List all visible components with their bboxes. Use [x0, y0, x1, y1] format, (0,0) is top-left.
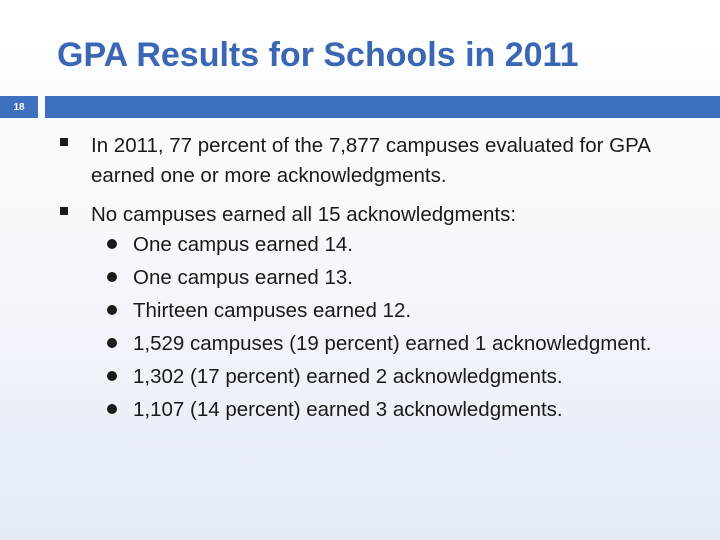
sub-bullet-text: 1,107 (14 percent) earned 3 acknowledgments. — [133, 398, 563, 421]
square-bullet-icon — [60, 138, 68, 146]
sub-bullet-item — [91, 362, 706, 391]
sub-bullet-text: One campus earned 14. — [133, 233, 353, 256]
header-bar — [45, 96, 720, 118]
round-bullet-icon — [107, 338, 117, 348]
sub-bullet-item — [91, 263, 706, 292]
sub-bullet-text: 1,529 campuses (19 percent) earned 1 acknowledgment. — [133, 332, 652, 355]
bullet-text: In 2011, 77 percent of the 7,877 campuses evaluated for GPA earned one or more acknowledgments. — [91, 134, 650, 187]
slide-title: GPA Results for Schools in 2011 — [57, 36, 579, 74]
sub-bullet-item — [91, 296, 706, 325]
sub-bullet-item — [91, 230, 706, 259]
sub-bullet-text: One campus earned 13. — [133, 266, 353, 289]
square-bullet-icon — [60, 207, 68, 215]
slide-content — [86, 131, 706, 433]
slide-number: 18 — [0, 96, 38, 118]
sub-bullet-list — [91, 230, 706, 424]
sub-bullet-text: 1,302 (17 percent) earned 2 acknowledgments. — [133, 365, 563, 388]
bullet-text: No campuses earned all 15 acknowledgments: — [91, 203, 517, 226]
round-bullet-icon — [107, 239, 117, 249]
bullet-item — [86, 200, 706, 424]
sub-bullet-item — [91, 329, 706, 358]
round-bullet-icon — [107, 305, 117, 315]
round-bullet-icon — [107, 272, 117, 282]
round-bullet-icon — [107, 404, 117, 414]
bullet-item — [86, 131, 706, 191]
sub-bullet-item — [91, 395, 706, 424]
round-bullet-icon — [107, 371, 117, 381]
sub-bullet-text: Thirteen campuses earned 12. — [133, 299, 412, 322]
